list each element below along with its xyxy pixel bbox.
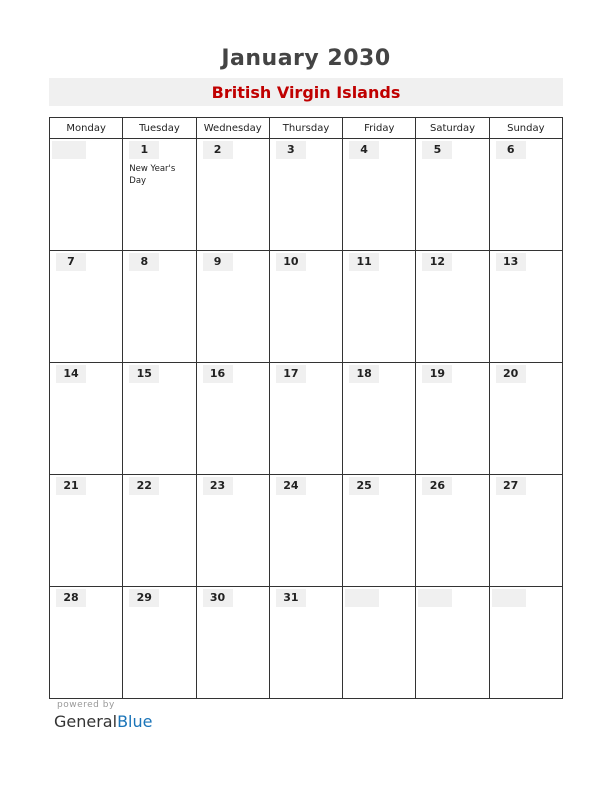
day-cell[interactable] — [343, 251, 416, 363]
day-cell[interactable] — [269, 139, 342, 251]
day-cell[interactable] — [196, 139, 269, 251]
day-cell[interactable] — [123, 251, 196, 363]
weekday-header: Wednesday — [196, 118, 269, 139]
day-cell[interactable] — [123, 139, 196, 251]
day-number: 3 — [276, 141, 306, 159]
day-cell[interactable] — [343, 475, 416, 587]
powered-by-text: powered by — [57, 700, 115, 710]
day-number: 26 — [422, 477, 452, 495]
day-number: 19 — [422, 365, 452, 383]
day-number: 31 — [276, 589, 306, 607]
day-cell[interactable] — [50, 251, 123, 363]
day-number: 6 — [496, 141, 526, 159]
week-row — [50, 139, 563, 251]
day-cell[interactable] — [50, 475, 123, 587]
day-number: 23 — [203, 477, 233, 495]
country-banner — [49, 78, 563, 106]
day-cell[interactable] — [343, 587, 416, 699]
day-number: 14 — [56, 365, 86, 383]
country-name: British Virgin Islands — [211, 83, 401, 102]
day-cell[interactable] — [489, 475, 562, 587]
day-cell[interactable] — [269, 475, 342, 587]
day-cell[interactable] — [123, 475, 196, 587]
day-number: 5 — [422, 141, 452, 159]
day-cell[interactable] — [343, 139, 416, 251]
day-number — [345, 589, 379, 607]
day-number: 22 — [129, 477, 159, 495]
day-number: 16 — [203, 365, 233, 383]
day-number: 30 — [203, 589, 233, 607]
day-cell[interactable] — [50, 587, 123, 699]
day-number: 29 — [129, 589, 159, 607]
generalblue-logo[interactable] — [54, 712, 152, 731]
day-number: 2 — [203, 141, 233, 159]
day-cell[interactable] — [416, 251, 489, 363]
day-cell[interactable] — [269, 587, 342, 699]
day-cell[interactable] — [489, 587, 562, 699]
weekday-header: Tuesday — [123, 118, 196, 139]
weekday-header-row — [50, 118, 563, 139]
day-number: 17 — [276, 365, 306, 383]
day-cell[interactable] — [489, 139, 562, 251]
day-cell[interactable] — [416, 587, 489, 699]
day-number: 18 — [349, 365, 379, 383]
week-row — [50, 251, 563, 363]
day-number: 11 — [349, 253, 379, 271]
day-cell[interactable] — [196, 475, 269, 587]
day-number: 15 — [129, 365, 159, 383]
day-number — [492, 589, 526, 607]
day-number: 21 — [56, 477, 86, 495]
day-cell[interactable] — [416, 475, 489, 587]
day-cell[interactable] — [196, 363, 269, 475]
day-number: 27 — [496, 477, 526, 495]
day-number: 7 — [56, 253, 86, 271]
weekday-header: Friday — [343, 118, 416, 139]
day-number: 10 — [276, 253, 306, 271]
day-cell[interactable] — [50, 139, 123, 251]
day-number: 1 — [129, 141, 159, 159]
day-number: 8 — [129, 253, 159, 271]
week-row — [50, 475, 563, 587]
day-number: 12 — [422, 253, 452, 271]
day-cell[interactable] — [269, 251, 342, 363]
day-number: 13 — [496, 253, 526, 271]
day-cell[interactable] — [343, 363, 416, 475]
day-cell[interactable] — [123, 587, 196, 699]
day-cell[interactable] — [196, 251, 269, 363]
day-number: 24 — [276, 477, 306, 495]
week-row — [50, 363, 563, 475]
calendar-title: January 2030 — [221, 46, 391, 71]
day-cell[interactable] — [269, 363, 342, 475]
day-number: 20 — [496, 365, 526, 383]
day-cell[interactable] — [489, 363, 562, 475]
logo-text-general: General — [54, 712, 118, 731]
day-cell[interactable] — [416, 363, 489, 475]
day-number: 9 — [203, 253, 233, 271]
weekday-header: Sunday — [489, 118, 562, 139]
weekday-header: Monday — [50, 118, 123, 139]
day-number — [52, 141, 86, 159]
week-row — [50, 587, 563, 699]
weekday-header: Thursday — [269, 118, 342, 139]
holiday-label: New Year's Day — [129, 164, 176, 186]
day-cell[interactable] — [416, 139, 489, 251]
day-cell[interactable] — [196, 587, 269, 699]
logo-text-blue: Blue — [117, 712, 153, 731]
day-number — [418, 589, 452, 607]
day-number: 4 — [349, 141, 379, 159]
day-number: 28 — [56, 589, 86, 607]
calendar-grid — [49, 117, 563, 699]
day-cell[interactable] — [123, 363, 196, 475]
day-number: 25 — [349, 477, 379, 495]
weekday-header: Saturday — [416, 118, 489, 139]
day-cell[interactable] — [489, 251, 562, 363]
day-cell[interactable] — [50, 363, 123, 475]
